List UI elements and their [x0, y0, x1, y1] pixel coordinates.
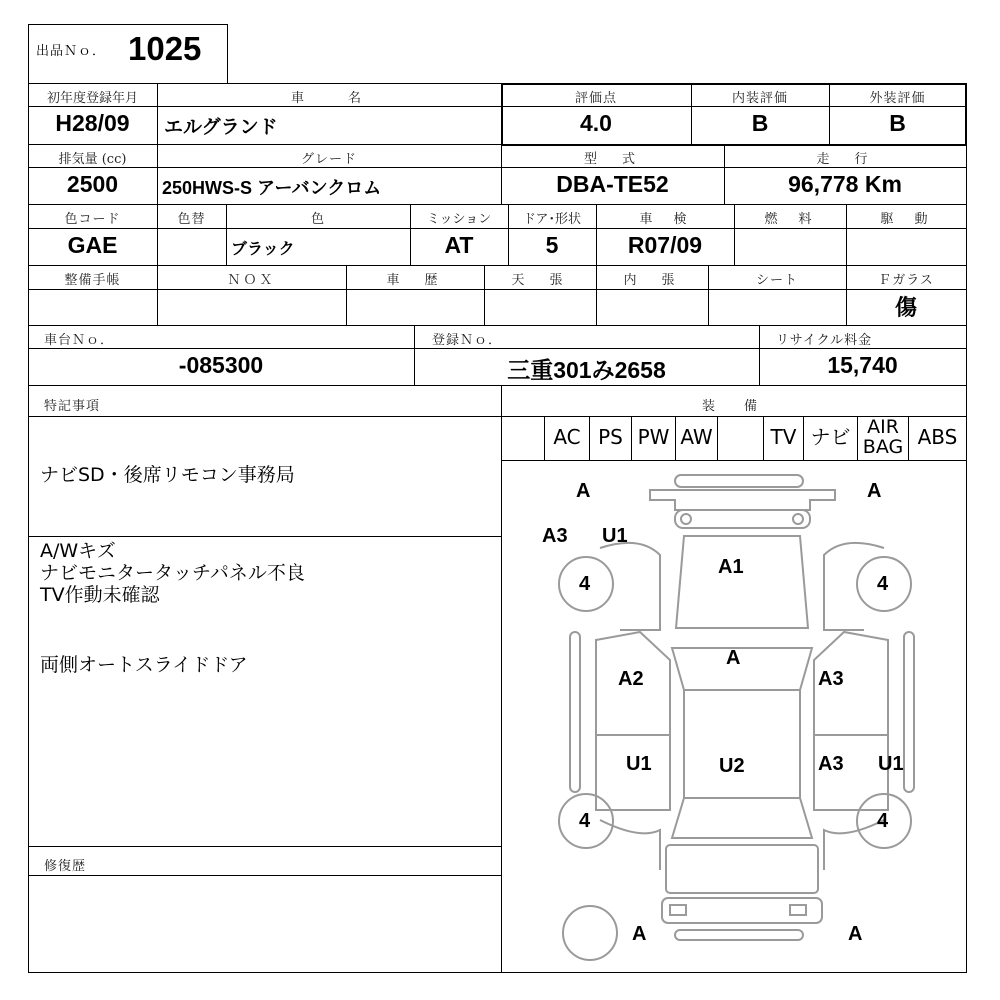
front-bumper: [650, 490, 835, 510]
lot-label: 出品Ｎｏ．: [36, 44, 107, 59]
rule: [966, 83, 967, 973]
equipment-airbag-air: AIR: [867, 416, 899, 438]
damage-right-quarter: U1: [878, 753, 904, 775]
roof-label: 天 張: [511, 273, 569, 288]
left-rear-quarter: [600, 820, 660, 870]
equipment-label: 装 備: [701, 399, 765, 414]
color-change-label: 色替: [177, 212, 206, 227]
lot-number: 1025: [128, 30, 202, 67]
color-label: 色: [310, 212, 325, 227]
repair-label: 修復歴: [44, 859, 87, 874]
equipment-ac: AC: [553, 425, 581, 449]
seat-label: シート: [755, 273, 798, 288]
rule: [502, 460, 966, 461]
score-label: 評価点: [574, 91, 617, 106]
displacement-label: 排気量 (cc): [58, 152, 127, 167]
car-name-value: エルグランド: [164, 117, 278, 138]
right-front-fender: [824, 543, 884, 630]
rear-bumper-bottom: [675, 930, 803, 940]
registration-label: 登録Ｎｏ．: [432, 333, 503, 348]
notes-label: 特記事項: [44, 399, 101, 414]
rule: [28, 348, 966, 349]
mission-value: AT: [444, 232, 474, 258]
equipment-blank: [502, 417, 544, 459]
car-name-label: 車 名: [290, 91, 367, 106]
left-mirror: [570, 632, 580, 792]
doors-value: 5: [545, 232, 559, 258]
rule: [28, 289, 966, 290]
model-value: DBA-TE52: [556, 171, 669, 197]
equipment-abs: ABS: [917, 425, 958, 449]
front-emblem-left: [681, 514, 691, 524]
damage-left-rear-door: U1: [626, 753, 652, 775]
rear-plate-right: [790, 905, 806, 915]
first-reg-label: 初年度登録年月: [46, 91, 138, 106]
nox-label: ＮＯＸ: [227, 273, 276, 288]
damage-fender-u1: U1: [602, 525, 628, 547]
chassis-label: 車台Ｎｏ．: [44, 333, 115, 348]
equipment-aw: AW: [680, 425, 713, 449]
f-glass-value: 傷: [894, 295, 917, 321]
equipment-blank-2: [718, 417, 763, 459]
front-bumper-top: [675, 475, 803, 487]
rule: [28, 875, 502, 876]
f-glass-label: Ｆガラス: [878, 273, 934, 288]
model-label: 型 式: [583, 152, 641, 167]
spare-tire-circle: [563, 906, 617, 960]
recycle-label: リサイクル料金: [776, 333, 873, 348]
damage-right-rear-door: A3: [818, 753, 844, 775]
recycle-value: 15,740: [827, 352, 898, 378]
registration-value: 三重301み2658: [507, 357, 666, 383]
damage-tire-front-left: 4: [579, 573, 591, 595]
damage-fender-a3: A3: [542, 525, 568, 547]
roof-outline: [684, 690, 800, 798]
drive-label: 駆 動: [880, 212, 932, 227]
right-rear-quarter: [824, 820, 884, 870]
note-line-2: A/Wキズ: [40, 540, 116, 562]
rule: [28, 972, 967, 973]
damage-tire-front-right: 4: [877, 573, 889, 595]
equipment-pw: PW: [637, 425, 670, 449]
note-line-3: ナビモニタータッチパネル不良: [40, 562, 305, 584]
note-line-5: 両側オートスライドドア: [40, 654, 248, 676]
score-value: 4.0: [580, 110, 612, 136]
rule: [28, 204, 966, 205]
inspection-label: 車 検: [639, 212, 691, 227]
mileage-value: 96,778 Km: [788, 171, 902, 197]
history-label: 車 歴: [386, 273, 444, 288]
doors-label: ドア･形状: [522, 212, 582, 227]
rear-window: [672, 798, 812, 838]
damage-left-front-door: A2: [618, 668, 644, 690]
rear-plate-left: [670, 905, 686, 915]
exterior-label: 外装評価: [869, 91, 926, 106]
grade-label: グレード: [300, 152, 357, 167]
equipment-tv: TV: [770, 425, 797, 449]
right-mirror: [904, 632, 914, 792]
damage-rear-right-corner: A: [848, 923, 863, 945]
damage-tire-rear-right: 4: [877, 810, 889, 832]
front-grille: [675, 510, 810, 528]
chassis-value: -085300: [178, 352, 264, 378]
damage-tire-rear-left: 4: [579, 810, 591, 832]
maintenance-label: 整備手帳: [64, 273, 121, 288]
equipment-navi: ナビ: [810, 425, 851, 449]
grade-value: 250HWS-S アーバンクロム: [162, 178, 382, 198]
rule: [28, 325, 966, 326]
note-line-4: TV作動未確認: [40, 584, 160, 606]
interior-label: 内装評価: [731, 91, 788, 106]
hood-outline: [676, 536, 808, 628]
fuel-label: 燃 料: [764, 212, 816, 227]
rule: [28, 265, 966, 266]
tailgate: [666, 845, 818, 893]
exterior-value: B: [889, 110, 906, 136]
damage-rear-left-corner: A: [632, 923, 647, 945]
rule: [28, 385, 966, 386]
damage-right-front-door: A3: [818, 668, 844, 690]
rule: [28, 536, 502, 537]
damage-front-right-corner: A: [867, 480, 882, 502]
rule: [28, 846, 502, 847]
interior-value: B: [751, 110, 769, 136]
color-code-value: GAE: [67, 232, 118, 258]
inspection-value: R07/09: [627, 232, 703, 258]
front-emblem-right: [793, 514, 803, 524]
rule: [28, 167, 966, 168]
note-line-1: ナビSD・後席リモコン事務局: [40, 464, 295, 486]
color-code-label: 色コード: [64, 212, 121, 227]
damage-roof-front: A: [726, 647, 741, 669]
damage-front-left-corner: A: [576, 480, 591, 502]
rule: [28, 228, 966, 229]
equipment-ps: PS: [598, 425, 623, 449]
windshield: [672, 648, 812, 690]
mission-label: ミッション: [426, 212, 492, 227]
left-front-fender: [600, 543, 660, 630]
damage-roof: U2: [719, 755, 745, 777]
mileage-label: 走 行: [816, 152, 874, 167]
damage-hood: A1: [718, 556, 744, 578]
first-reg-value: H28/09: [55, 110, 130, 136]
car-diagram: [502, 462, 966, 972]
interior-trim-label: 内 張: [623, 273, 681, 288]
color-value: ブラック: [231, 241, 295, 258]
equipment-airbag-bag: BAG: [862, 436, 904, 458]
displacement-value: 2500: [66, 171, 119, 197]
